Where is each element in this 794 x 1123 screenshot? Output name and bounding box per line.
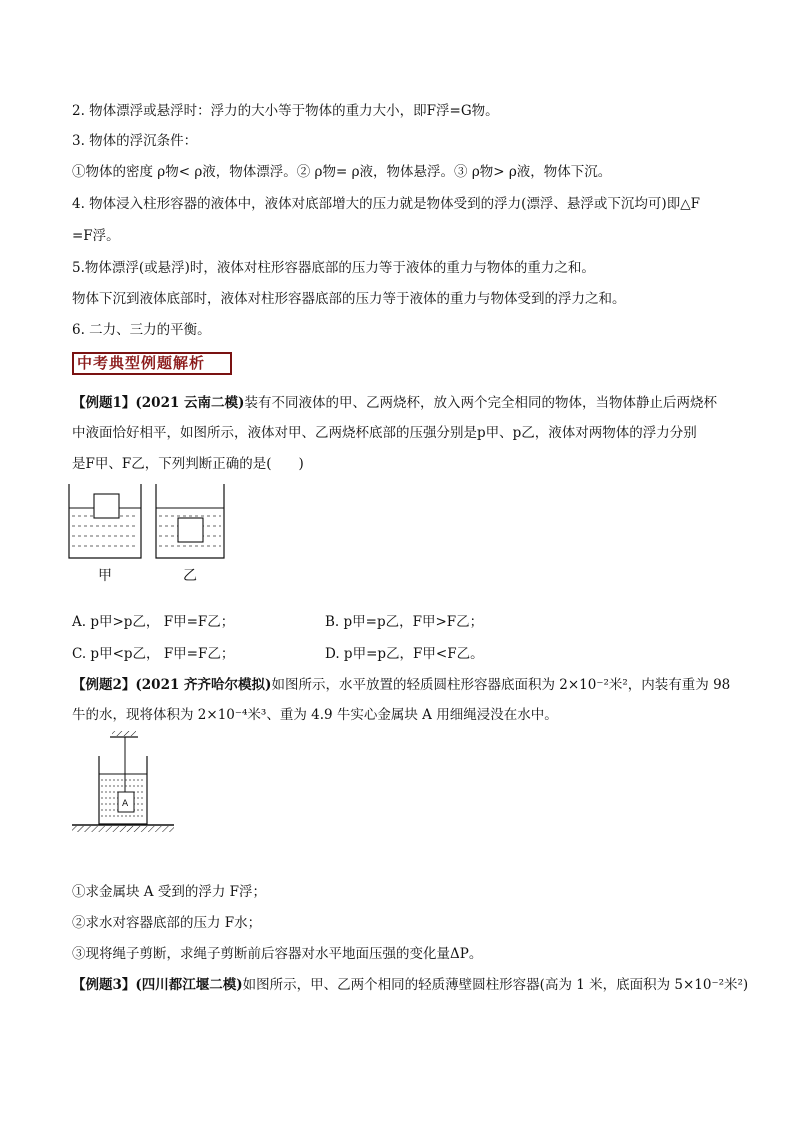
example-3-line-1 (72, 976, 748, 994)
question-2: ②求水对容器底部的压力 F水； (72, 915, 262, 931)
example-3-text-1: 如图所示，甲、乙两个相同的轻质薄壁圆柱形容器(高为 1 米，底面积为 5×10⁻²米²) (242, 977, 749, 993)
ground-hatch (72, 826, 174, 832)
question-1: ①求金属块 A 受到的浮力 F浮； (72, 884, 266, 900)
example-2-label: 【例题2】(2021 齐齐哈尔模拟) (72, 677, 272, 693)
section-title: 中考典型例题解析 (72, 352, 232, 375)
example-1-label: 【例题1】(2021 云南二模) (72, 395, 245, 411)
ceiling-support (112, 731, 136, 736)
text-line-floating-pressure: 5.物体漂浮(或悬浮)时，液体对柱形容器底部的压力等于液体的重力与物体的重力之和。 (72, 260, 595, 276)
beaker-left-label: 甲 (98, 568, 112, 584)
text-line-pressure-increase-cont: =F浮。 (72, 228, 120, 244)
text-line-sinking-pressure: 物体下沉到液体底部时，液体对柱形容器底部的压力等于液体的重力与物体受到的浮力之和。 (72, 291, 626, 307)
container-figure (68, 728, 178, 840)
beaker-right-label: 乙 (183, 568, 197, 584)
beakers-figure (66, 480, 236, 590)
option-c: C. p甲<p乙， F甲=F乙； (72, 646, 235, 662)
example-2-text-1: 如图所示，水平放置的轻质圆柱形容器底面积为 2×10⁻²米²，内装有重为 98 (271, 677, 731, 693)
option-a: A. p甲>p乙， F甲=F乙； (72, 614, 235, 630)
text-line-pressure-increase: 4. 物体浸入柱形容器的液体中，液体对底部增大的压力就是物体受到的浮力(漂浮、悬浮或下沉均可)即△F (72, 196, 700, 212)
beaker-right (156, 484, 224, 558)
option-b: B. p甲=p乙，F甲>F乙； (325, 614, 484, 630)
text-line-floating-force: 2. 物体漂浮或悬浮时：浮力的大小等于物体的重力大小，即F浮=G物。 (72, 103, 499, 119)
beaker-left (69, 484, 141, 558)
example-1-line-3: 是F甲、F乙，下列判断正确的是( ) (72, 456, 304, 472)
metal-block-label: A (122, 799, 129, 809)
example-3-label: 【例题3】(四川都江堰二模) (72, 977, 243, 993)
example-2-line-2: 牛的水，现将体积为 2×10⁻⁴米³、重为 4.9 牛实心金属块 A 用细绳浸没在水中。 (72, 707, 558, 723)
example-2-line-1 (72, 676, 730, 694)
text-line-balance: 6. 二力、三力的平衡。 (72, 322, 211, 338)
suspended-block (178, 518, 203, 542)
text-line-conditions-heading: 3. 物体的浮沉条件： (72, 133, 198, 149)
floating-block (94, 494, 119, 518)
question-3: ③现将绳子剪断，求绳子剪断前后容器对水平地面压强的变化量ΔP。 (72, 946, 483, 962)
option-d: D. p甲=p乙，F甲<F乙。 (325, 646, 484, 662)
container (99, 756, 147, 824)
example-1-text-1: 装有不同液体的甲、乙两烧杯，放入两个完全相同的物体，当物体静止后两烧杯 (244, 395, 717, 411)
example-1-line-2: 中液面恰好相平，如图所示，液体对甲、乙两烧杯底部的压强分别是p甲、p乙，液体对两物体的浮力分别 (72, 425, 697, 441)
example-1-line-1 (72, 394, 717, 412)
text-line-density-conditions: ①物体的密度 ρ物< ρ液，物体漂浮。② ρ物= ρ液，物体悬浮。③ ρ物> ρ液，物体下沉。 (72, 164, 612, 180)
